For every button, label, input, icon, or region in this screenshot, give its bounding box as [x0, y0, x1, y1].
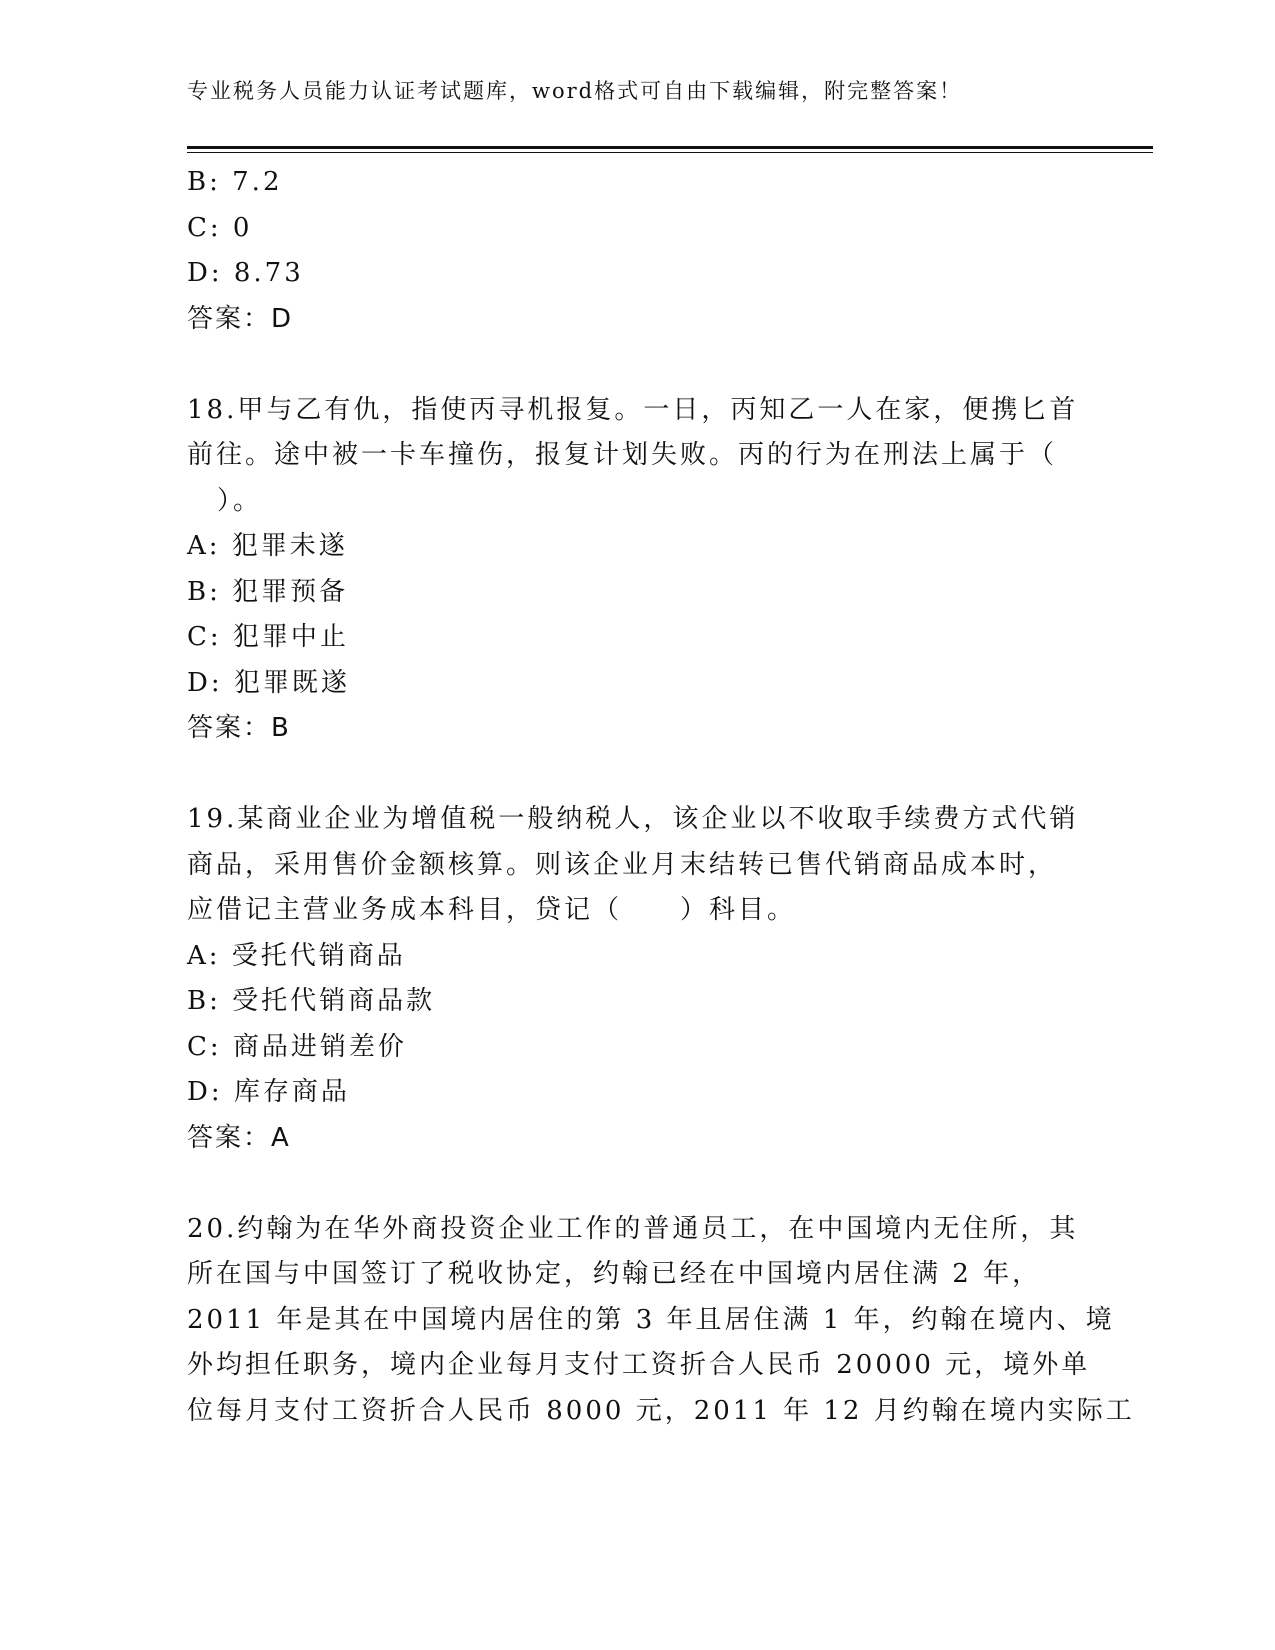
spacer	[187, 752, 1087, 798]
q20-text-line: 所在国与中国签订了税收协定，约翰已经在中国境内居住满 2 年，	[187, 1259, 1042, 1289]
spacer	[187, 1161, 1087, 1207]
q20-text-line: 位每月支付工资折合人民币 8000 元，2011 年 12 月约翰在境内实际工	[187, 1395, 1135, 1426]
spacer	[187, 342, 1087, 388]
q19-text-line: 商品，采用售价金额核算。则该企业月末结转已售代销商品成本时，	[187, 849, 1058, 880]
q20-text-line: 外均担任职务，境内企业每月支付工资折合人民币 20000 元，境外单	[187, 1350, 1091, 1380]
prev-option-d: D: 8.73	[187, 258, 304, 288]
q18-option-a: A: 犯罪未遂	[187, 531, 348, 561]
q18-text-line: 18.甲与乙有仇，指使丙寻机报复。一日，丙知乙一人在家，便携匕首	[187, 394, 1079, 425]
q19-option-a: A: 受托代销商品	[187, 940, 406, 971]
prev-answer: 答案：D	[187, 303, 294, 334]
prev-option-c: C: 0	[187, 212, 253, 243]
q19-option-c: C: 商品进销差价	[187, 1031, 407, 1062]
q18-text-line: ）。	[217, 485, 263, 516]
q18-text-line: 前往。途中被一卡车撞伤，报复计划失败。丙的行为在刑法上属于（	[187, 440, 1058, 470]
q19-text-line: 19.某商业企业为增值税一般纳税人，该企业以不收取手续费方式代销	[187, 804, 1079, 834]
q18-option-c: C: 犯罪中止	[187, 622, 349, 652]
q18-option-d: D: 犯罪既遂	[187, 667, 350, 698]
q19-answer: 答案：A	[187, 1122, 291, 1153]
q18-option-b: B: 犯罪预备	[187, 576, 349, 607]
q19-text-line: 应借记主营业务成本科目，贷记（ ）科目。	[187, 895, 797, 925]
prev-option-b: B: 7.2	[187, 167, 283, 197]
question-content	[187, 160, 1135, 1434]
q18-answer: 答案：B	[187, 713, 291, 743]
q19-option-b: B: 受托代销商品款	[187, 986, 436, 1016]
q20-text-line: 2011 年是其在中国境内居住的第 3 年且居住满 1 年，约翰在境内、境	[187, 1304, 1115, 1335]
header-rule-thin	[187, 152, 1153, 153]
q20-text-line: 20.约翰为在华外商投资企业工作的普通员工，在中国境内无住所，其	[187, 1213, 1079, 1244]
q19-option-d: D: 库存商品	[187, 1077, 350, 1107]
page-header: 专业税务人员能力认证考试题库，word格式可自由下载编辑，附完整答案！	[187, 79, 963, 103]
header-rule-thick	[187, 146, 1153, 149]
